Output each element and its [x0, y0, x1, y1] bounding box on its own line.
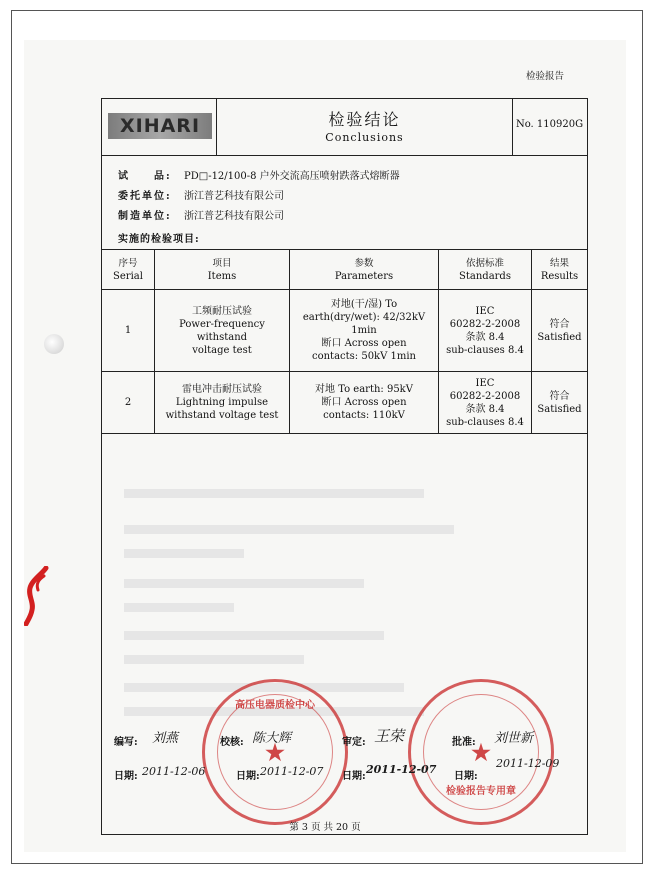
result-cell: 符合 Satisfied: [532, 372, 588, 434]
date-label: 日期:: [236, 771, 260, 782]
compiled-signature: 刘燕: [152, 731, 179, 746]
manufacturer-row: [118, 207, 284, 222]
title-english: Conclusions: [325, 131, 404, 144]
item-cell: 雷电冲击耐压试验 Lightning impulse withstand voltage test: [155, 372, 290, 434]
inspection-seal-left: 高压电器质检中心 ★: [202, 679, 348, 825]
conclusions-document: [101, 98, 588, 835]
reviewed-signature: 王荣: [374, 727, 405, 745]
product-row: [118, 167, 400, 182]
result-cell: 符合 Satisfied: [532, 290, 588, 372]
product-value: PD□-12/100-8 户外交流高压喷射跌落式熔断器: [184, 171, 400, 182]
item-cell: 工频耐压试验 Power-frequency withstand voltage test: [155, 290, 290, 372]
serial-cell: 2: [102, 372, 155, 434]
reviewed-date: 2011-12-07: [366, 763, 437, 776]
manufacturer-value: 浙江普艺科技有限公司: [184, 211, 284, 222]
checked-signature: 陈大辉: [252, 731, 292, 746]
compiled-label: 编写:: [114, 737, 138, 748]
manufacturer-label: 制造单位:: [118, 211, 172, 222]
client-value: 浙江普艺科技有限公司: [184, 191, 284, 202]
document-number: No. 110920G: [515, 119, 584, 130]
table-row: [102, 372, 587, 434]
items-label: 实施的检验项目:: [118, 234, 200, 245]
page-number: 第 3 页 共 20 页: [289, 822, 361, 833]
col-serial: 序号 Serial: [102, 250, 155, 290]
date-label: 日期:: [114, 771, 138, 782]
date-label: 日期:: [342, 771, 366, 782]
title-chinese: 检验结论: [328, 110, 401, 129]
col-standards: 依据标准 Standards: [439, 250, 532, 290]
client-label: 委托单位:: [118, 191, 172, 202]
table-header-row: [102, 250, 587, 290]
report-tag: 检验报告: [526, 71, 565, 82]
approved-label: 批准:: [452, 737, 476, 748]
test-results-table: [102, 249, 587, 434]
document-header: [102, 99, 587, 156]
red-pen-mark: [24, 566, 54, 626]
serial-cell: 1: [102, 290, 155, 372]
parameter-cell: 对地(干/湿) To earth(dry/wet): 42/32kV 1min 断口 Across open contacts: 50kV 1min: [290, 290, 439, 372]
product-label: 试 品:: [118, 171, 172, 182]
checked-label: 校核:: [220, 737, 244, 748]
col-parameters: 参数 Parameters: [290, 250, 439, 290]
items-row: [118, 230, 200, 245]
col-items: 项目 Items: [155, 250, 290, 290]
compiled-date: 2011-12-06: [142, 765, 206, 778]
reviewed-label: 审定:: [342, 737, 366, 748]
col-results: 结果 Results: [532, 250, 588, 290]
punch-hole: [44, 334, 64, 354]
standard-cell: IEC 60282-2-2008 条款 8.4 sub-clauses 8.4: [439, 290, 532, 372]
client-row: [118, 187, 284, 202]
company-logo: XIHARI: [108, 113, 212, 139]
parameter-cell: 对地 To earth: 95kV 断口 Across open contacts: 110kV: [290, 372, 439, 434]
table-row: [102, 290, 587, 372]
date-label: 日期:: [454, 771, 478, 782]
approved-date: 2011-12-09: [496, 757, 560, 770]
standard-cell: IEC 60282-2-2008 条款 8.4 sub-clauses 8.4: [439, 372, 532, 434]
checked-date: 2011-12-07: [260, 765, 324, 778]
approved-signature: 刘世新: [494, 731, 534, 746]
inspection-seal-right: ★ 检验报告专用章: [408, 679, 554, 825]
